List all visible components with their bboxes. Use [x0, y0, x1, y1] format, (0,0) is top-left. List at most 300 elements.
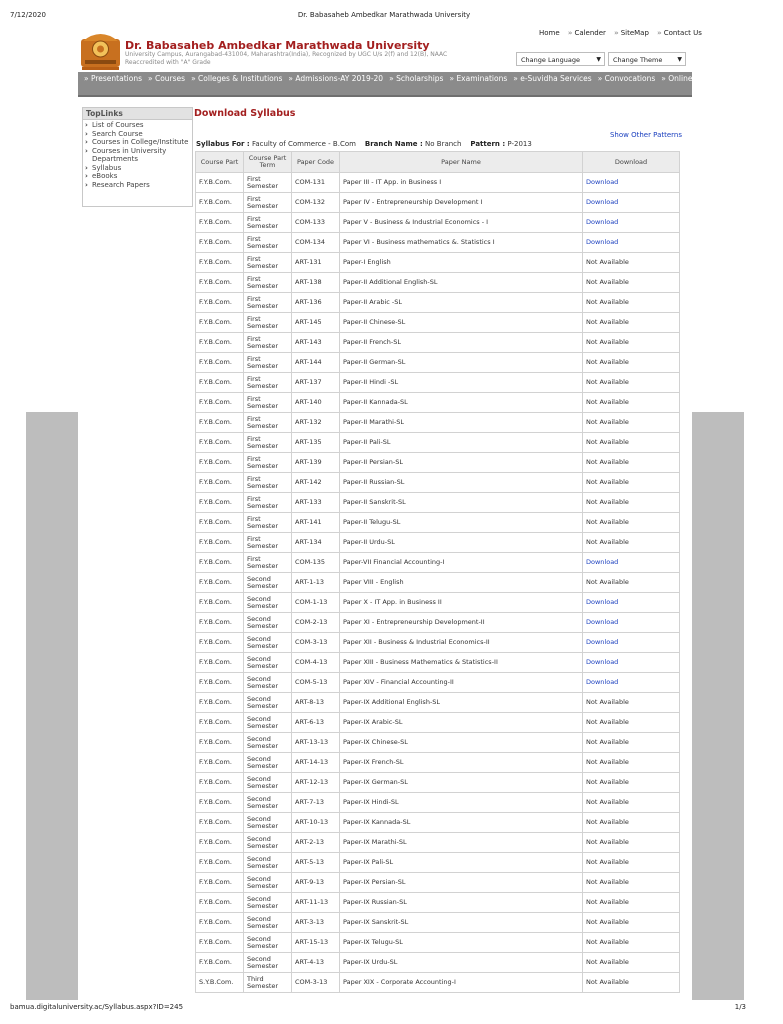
course-part-cell: S.Y.B.Com.	[196, 973, 244, 993]
download-cell: Not Available	[583, 333, 680, 353]
nav-online-application[interactable]: » Online Application	[661, 74, 737, 83]
paper-code-cell: ART-131	[292, 253, 340, 273]
paper-code-cell: ART-144	[292, 353, 340, 373]
table-row	[196, 673, 680, 693]
show-other-patterns-link[interactable]: Show Other Patterns	[609, 131, 682, 139]
course-part-cell: F.Y.B.Com.	[196, 633, 244, 653]
table-row	[196, 313, 680, 333]
paper-code-cell: ART-3-13	[292, 913, 340, 933]
branch-value: No Branch	[425, 140, 462, 148]
table-row	[196, 793, 680, 813]
col-paper-name: Paper Name	[340, 152, 583, 173]
download-cell[interactable]: Download	[583, 613, 680, 633]
course-part-cell: F.Y.B.Com.	[196, 653, 244, 673]
course-term-cell: Second Semester	[244, 753, 292, 773]
paper-code-cell: ART-141	[292, 513, 340, 533]
course-part-cell: F.Y.B.Com.	[196, 933, 244, 953]
paper-code-cell: ART-4-13	[292, 953, 340, 973]
course-term-cell: First Semester	[244, 473, 292, 493]
download-cell[interactable]: Download	[583, 233, 680, 253]
paper-code-cell: COM-133	[292, 213, 340, 233]
download-cell: Not Available	[583, 393, 680, 413]
address-line-1: University Campus, Aurangabad-431004, Maharashtra(India), Recognized by UGC U/s 2(f) and 12(B), NAAC	[125, 51, 448, 58]
paper-name-cell: Paper-II Pali-SL	[340, 433, 583, 453]
download-cell[interactable]: Download	[583, 673, 680, 693]
course-part-cell: F.Y.B.Com.	[196, 173, 244, 193]
paper-name-cell: Paper-IX Pali-SL	[340, 853, 583, 873]
course-term-cell: First Semester	[244, 413, 292, 433]
calender-link[interactable]: » Calender	[567, 29, 606, 37]
paper-code-cell: ART-14-13	[292, 753, 340, 773]
table-row	[196, 253, 680, 273]
paper-code-cell: ART-1-13	[292, 573, 340, 593]
course-term-cell: First Semester	[244, 213, 292, 233]
table-row	[196, 613, 680, 633]
paper-name-cell: Paper-IX Sanskrit-SL	[340, 913, 583, 933]
sitemap-link[interactable]: » SiteMap	[614, 29, 649, 37]
paper-name-cell: Paper-II German-SL	[340, 353, 583, 373]
left-gray-margin	[26, 412, 78, 1000]
table-row	[196, 513, 680, 533]
download-cell: Not Available	[583, 453, 680, 473]
table-row	[196, 173, 680, 193]
paper-code-cell: COM-3-13	[292, 633, 340, 653]
paper-code-cell: COM-1-13	[292, 593, 340, 613]
paper-name-cell: Paper-IX Persian-SL	[340, 873, 583, 893]
table-row	[196, 573, 680, 593]
download-cell[interactable]: Download	[583, 213, 680, 233]
table-row	[196, 753, 680, 773]
paper-name-cell: Paper-IX Arabic-SL	[340, 713, 583, 733]
search-course-link[interactable]: › Search Course	[83, 130, 192, 139]
table-header-row	[196, 152, 680, 173]
main-nav	[78, 72, 777, 97]
table-row	[196, 593, 680, 613]
course-term-cell: Second Semester	[244, 653, 292, 673]
paper-name-cell: Paper-VII Financial Accounting-I	[340, 553, 583, 573]
syllabus-info	[196, 140, 532, 148]
nav-presentations[interactable]: » Presentations	[84, 74, 142, 83]
course-part-cell: F.Y.B.Com.	[196, 193, 244, 213]
course-term-cell: Second Semester	[244, 913, 292, 933]
calender-link-label: Calender	[574, 29, 606, 37]
course-term-cell: Second Semester	[244, 773, 292, 793]
nav-examinations[interactable]: » Examinations	[449, 74, 508, 83]
download-cell[interactable]: Download	[583, 633, 680, 653]
paper-name-cell: Paper-II Telugu-SL	[340, 513, 583, 533]
table-row	[196, 533, 680, 553]
paper-name-cell: Paper-II Sanskrit-SL	[340, 493, 583, 513]
paper-name-cell: Paper-II Hindi -SL	[340, 373, 583, 393]
address-line-2: Reaccredited with "A" Grade	[125, 58, 211, 66]
paper-code-cell: ART-140	[292, 393, 340, 413]
paper-name-cell: Paper-II Marathi-SL	[340, 413, 583, 433]
paper-name-cell: Paper-II Arabic -SL	[340, 293, 583, 313]
download-cell: Not Available	[583, 513, 680, 533]
home-link[interactable]: Home	[539, 29, 560, 37]
paper-name-cell: Paper-IX Additional English-SL	[340, 693, 583, 713]
course-part-cell: F.Y.B.Com.	[196, 953, 244, 973]
table-row	[196, 633, 680, 653]
nav-courses[interactable]: » Courses	[147, 74, 186, 83]
syllabus-for-value: Faculty of Commerce - B.Com	[251, 140, 356, 148]
print-date: 7/12/2020	[10, 11, 46, 19]
course-term-cell: Second Semester	[244, 673, 292, 693]
course-term-cell: Second Semester	[244, 813, 292, 833]
course-term-cell: First Semester	[244, 193, 292, 213]
download-cell: Not Available	[583, 973, 680, 993]
table-row	[196, 733, 680, 753]
paper-name-cell: Paper XII - Business & Industrial Economics-II	[340, 633, 583, 653]
nav-admissions[interactable]: » Admissions-AY 2019-20	[288, 74, 384, 83]
course-term-cell: Second Semester	[244, 893, 292, 913]
course-part-cell: F.Y.B.Com.	[196, 393, 244, 413]
download-cell: Not Available	[583, 533, 680, 553]
paper-code-cell: ART-13-13	[292, 733, 340, 753]
course-term-cell: Second Semester	[244, 793, 292, 813]
syllabus-for-label: Syllabus For :	[196, 140, 250, 148]
paper-name-cell: Paper-II Urdu-SL	[340, 533, 583, 553]
paper-code-cell: ART-6-13	[292, 713, 340, 733]
course-part-cell: F.Y.B.Com.	[196, 413, 244, 433]
course-part-cell: F.Y.B.Com.	[196, 513, 244, 533]
paper-name-cell: Paper-IX French-SL	[340, 753, 583, 773]
course-part-cell: F.Y.B.Com.	[196, 273, 244, 293]
download-cell: Not Available	[583, 813, 680, 833]
courses-in-university-link[interactable]: › Courses in University Departments	[83, 147, 192, 164]
paper-name-cell: Paper V - Business & Industrial Economics - I	[340, 213, 583, 233]
paper-name-cell: Paper-IX Hindi-SL	[340, 793, 583, 813]
col-download: Download	[583, 152, 680, 173]
download-cell: Not Available	[583, 573, 680, 593]
course-term-cell: First Semester	[244, 493, 292, 513]
change-language-label: Change Language	[521, 56, 581, 64]
university-address	[125, 51, 465, 66]
change-language-select[interactable]	[516, 52, 605, 66]
course-part-cell: F.Y.B.Com.	[196, 473, 244, 493]
download-cell[interactable]: Download	[583, 193, 680, 213]
paper-code-cell: ART-142	[292, 473, 340, 493]
table-row	[196, 493, 680, 513]
course-term-cell: First Semester	[244, 553, 292, 573]
print-title: Dr. Babasaheb Ambedkar Marathwada University	[297, 11, 471, 19]
paper-code-cell: ART-137	[292, 373, 340, 393]
course-term-cell: First Semester	[244, 293, 292, 313]
download-cell: Not Available	[583, 373, 680, 393]
print-url: bamua.digitaluniversity.ac/Syllabus.aspx?ID=245	[10, 1003, 184, 1011]
download-cell: Not Available	[583, 693, 680, 713]
download-cell: Not Available	[583, 933, 680, 953]
course-term-cell: First Semester	[244, 333, 292, 353]
course-term-cell: Second Semester	[244, 953, 292, 973]
course-part-cell: F.Y.B.Com.	[196, 353, 244, 373]
change-theme-select[interactable]	[608, 52, 686, 66]
paper-name-cell: Paper X - IT App. in Business II	[340, 593, 583, 613]
course-part-cell: F.Y.B.Com.	[196, 433, 244, 453]
course-part-cell: F.Y.B.Com.	[196, 853, 244, 873]
course-part-cell: F.Y.B.Com.	[196, 373, 244, 393]
ebooks-link[interactable]: › eBooks	[83, 172, 192, 181]
course-term-cell: Second Semester	[244, 573, 292, 593]
course-term-cell: Second Semester	[244, 933, 292, 953]
course-part-cell: F.Y.B.Com.	[196, 873, 244, 893]
paper-code-cell: ART-15-13	[292, 933, 340, 953]
paper-code-cell: ART-143	[292, 333, 340, 353]
course-part-cell: F.Y.B.Com.	[196, 573, 244, 593]
paper-code-cell: ART-139	[292, 453, 340, 473]
course-term-cell: Second Semester	[244, 853, 292, 873]
table-row	[196, 193, 680, 213]
download-cell[interactable]: Download	[583, 173, 680, 193]
course-term-cell: Second Semester	[244, 733, 292, 753]
paper-code-cell: COM-134	[292, 233, 340, 253]
paper-code-cell: COM-132	[292, 193, 340, 213]
paper-name-cell: Paper III - IT App. in Business I	[340, 173, 583, 193]
table-row	[196, 973, 680, 993]
course-part-cell: F.Y.B.Com.	[196, 913, 244, 933]
course-term-cell: Second Semester	[244, 633, 292, 653]
table-row	[196, 833, 680, 853]
course-part-cell: F.Y.B.Com.	[196, 593, 244, 613]
nav-convocations[interactable]: » Convocations	[597, 74, 656, 83]
paper-code-cell: ART-135	[292, 433, 340, 453]
dropdown-arrow-icon: ▼	[596, 56, 601, 63]
contact-us-link[interactable]: » Contact Us	[657, 29, 702, 37]
download-cell: Not Available	[583, 773, 680, 793]
course-part-cell: F.Y.B.Com.	[196, 253, 244, 273]
course-part-cell: F.Y.B.Com.	[196, 293, 244, 313]
course-term-cell: Third Semester	[244, 973, 292, 993]
paper-name-cell: Paper-I English	[340, 253, 583, 273]
download-cell: Not Available	[583, 833, 680, 853]
table-row	[196, 813, 680, 833]
col-course-part-term: Course Part Term	[244, 152, 292, 173]
table-row	[196, 273, 680, 293]
paper-code-cell: COM-135	[292, 553, 340, 573]
nav-scholarships[interactable]: » Scholarships	[389, 74, 444, 83]
download-cell: Not Available	[583, 433, 680, 453]
nav-e-suvidha[interactable]: » e-Suvidha Services	[513, 74, 592, 83]
paper-name-cell: Paper-II Persian-SL	[340, 453, 583, 473]
table-row	[196, 933, 680, 953]
table-row	[196, 953, 680, 973]
table-row	[196, 453, 680, 473]
paper-name-cell: Paper-IX Urdu-SL	[340, 953, 583, 973]
table-row	[196, 893, 680, 913]
download-cell[interactable]: Download	[583, 593, 680, 613]
table-row	[196, 293, 680, 313]
paper-name-cell: Paper-II Kannada-SL	[340, 393, 583, 413]
paper-code-cell: ART-11-13	[292, 893, 340, 913]
paper-name-cell: Paper-II Russian-SL	[340, 473, 583, 493]
paper-code-cell: ART-10-13	[292, 813, 340, 833]
download-cell: Not Available	[583, 413, 680, 433]
university-name: Dr. Babasaheb Ambedkar Marathwada University	[125, 39, 430, 52]
course-term-cell: Second Semester	[244, 693, 292, 713]
sitemap-link-label: SiteMap	[620, 29, 649, 37]
paper-name-cell: Paper-IX Kannada-SL	[340, 813, 583, 833]
table-row	[196, 873, 680, 893]
nav-colleges[interactable]: » Colleges & Institutions	[191, 74, 283, 83]
download-cell: Not Available	[583, 753, 680, 773]
course-part-cell: F.Y.B.Com.	[196, 793, 244, 813]
course-term-cell: First Semester	[244, 393, 292, 413]
course-part-cell: F.Y.B.Com.	[196, 533, 244, 553]
course-part-cell: F.Y.B.Com.	[196, 553, 244, 573]
paper-code-cell: ART-132	[292, 413, 340, 433]
table-row	[196, 773, 680, 793]
course-term-cell: First Semester	[244, 253, 292, 273]
table-row	[196, 213, 680, 233]
download-cell: Not Available	[583, 493, 680, 513]
paper-name-cell: Paper-IX Telugu-SL	[340, 933, 583, 953]
download-cell: Not Available	[583, 873, 680, 893]
syllabus-table	[195, 151, 680, 993]
table-row	[196, 433, 680, 453]
col-paper-code: Paper Code	[292, 152, 340, 173]
table-row	[196, 913, 680, 933]
course-term-cell: First Semester	[244, 373, 292, 393]
branch-label: Branch Name :	[364, 140, 423, 148]
top-links	[533, 29, 702, 37]
course-term-cell: First Semester	[244, 533, 292, 553]
course-term-cell: Second Semester	[244, 833, 292, 853]
course-part-cell: F.Y.B.Com.	[196, 773, 244, 793]
paper-code-cell: COM-4-13	[292, 653, 340, 673]
table-row	[196, 353, 680, 373]
paper-code-cell: ART-5-13	[292, 853, 340, 873]
nav-results[interactable]: » Results	[742, 74, 777, 83]
course-part-cell: F.Y.B.Com.	[196, 233, 244, 253]
paper-code-cell: ART-136	[292, 293, 340, 313]
download-cell: Not Available	[583, 893, 680, 913]
download-cell: Not Available	[583, 913, 680, 933]
course-term-cell: First Semester	[244, 353, 292, 373]
course-term-cell: First Semester	[244, 173, 292, 193]
table-row	[196, 333, 680, 353]
paper-code-cell: ART-145	[292, 313, 340, 333]
paper-code-cell: ART-2-13	[292, 833, 340, 853]
paper-name-cell: Paper-II Additional English-SL	[340, 273, 583, 293]
download-cell: Not Available	[583, 293, 680, 313]
course-part-cell: F.Y.B.Com.	[196, 453, 244, 473]
paper-name-cell: Paper XIX - Corporate Accounting-I	[340, 973, 583, 993]
paper-name-cell: Paper-IX German-SL	[340, 773, 583, 793]
table-row	[196, 653, 680, 673]
download-cell[interactable]: Download	[583, 653, 680, 673]
col-course-part: Course Part	[196, 152, 244, 173]
paper-code-cell: ART-138	[292, 273, 340, 293]
paper-name-cell: Paper VI - Business mathematics &. Statistics I	[340, 233, 583, 253]
print-page-number: 1/3	[734, 1003, 746, 1011]
paper-name-cell: Paper-II Chinese-SL	[340, 313, 583, 333]
course-term-cell: First Semester	[244, 433, 292, 453]
right-gray-margin	[692, 412, 744, 1000]
paper-code-cell: ART-8-13	[292, 693, 340, 713]
download-cell: Not Available	[583, 473, 680, 493]
syllabus-link[interactable]: › Syllabus	[83, 164, 192, 173]
paper-name-cell: Paper XI - Entrepreneurship Development-II	[340, 613, 583, 633]
course-part-cell: F.Y.B.Com.	[196, 333, 244, 353]
table-row	[196, 393, 680, 413]
course-part-cell: F.Y.B.Com.	[196, 313, 244, 333]
table-row	[196, 713, 680, 733]
contact-us-link-label: Contact Us	[663, 29, 702, 37]
course-term-cell: Second Semester	[244, 613, 292, 633]
paper-name-cell: Paper-IX Chinese-SL	[340, 733, 583, 753]
paper-code-cell: ART-7-13	[292, 793, 340, 813]
paper-code-cell: COM-3-13	[292, 973, 340, 993]
course-term-cell: First Semester	[244, 453, 292, 473]
table-row	[196, 373, 680, 393]
paper-name-cell: Paper XIII - Business Mathematics & Statistics-II	[340, 653, 583, 673]
page-title: Download Syllabus	[194, 108, 296, 119]
paper-code-cell: ART-9-13	[292, 873, 340, 893]
change-theme-label: Change Theme	[613, 56, 663, 64]
table-row	[196, 853, 680, 873]
toplinks-title: TopLinks	[83, 108, 192, 120]
paper-name-cell: Paper XIV - Financial Accounting-II	[340, 673, 583, 693]
paper-code-cell: ART-134	[292, 533, 340, 553]
download-cell: Not Available	[583, 733, 680, 753]
course-part-cell: F.Y.B.Com.	[196, 613, 244, 633]
download-cell: Not Available	[583, 713, 680, 733]
paper-name-cell: Paper IV - Entrepreneurship Development I	[340, 193, 583, 213]
table-row	[196, 553, 680, 573]
download-cell: Not Available	[583, 953, 680, 973]
paper-code-cell: COM-5-13	[292, 673, 340, 693]
paper-code-cell: COM-2-13	[292, 613, 340, 633]
course-part-cell: F.Y.B.Com.	[196, 893, 244, 913]
table-row	[196, 233, 680, 253]
university-logo-icon	[79, 29, 122, 71]
dropdown-arrow-icon: ▼	[677, 56, 682, 63]
course-term-cell: Second Semester	[244, 713, 292, 733]
paper-code-cell: ART-12-13	[292, 773, 340, 793]
download-cell: Not Available	[583, 253, 680, 273]
course-term-cell: First Semester	[244, 273, 292, 293]
list-of-courses-link[interactable]: › List of Courses	[83, 121, 192, 130]
download-cell: Not Available	[583, 313, 680, 333]
course-part-cell: F.Y.B.Com.	[196, 493, 244, 513]
download-cell: Not Available	[583, 273, 680, 293]
course-term-cell: First Semester	[244, 313, 292, 333]
download-cell: Not Available	[583, 793, 680, 813]
research-papers-link[interactable]: › Research Papers	[83, 181, 192, 190]
paper-code-cell: COM-131	[292, 173, 340, 193]
table-row	[196, 473, 680, 493]
download-cell[interactable]: Download	[583, 553, 680, 573]
table-row	[196, 413, 680, 433]
course-part-cell: F.Y.B.Com.	[196, 673, 244, 693]
download-cell: Not Available	[583, 853, 680, 873]
course-part-cell: F.Y.B.Com.	[196, 213, 244, 233]
courses-in-college-link[interactable]: › Courses in College/Institute	[83, 138, 192, 147]
pattern-value: P-2013	[507, 140, 532, 148]
paper-name-cell: Paper VIII - English	[340, 573, 583, 593]
course-term-cell: First Semester	[244, 233, 292, 253]
pattern-label: Pattern :	[470, 140, 506, 148]
paper-name-cell: Paper-II French-SL	[340, 333, 583, 353]
table-row	[196, 693, 680, 713]
course-part-cell: F.Y.B.Com.	[196, 733, 244, 753]
course-term-cell: Second Semester	[244, 593, 292, 613]
course-part-cell: F.Y.B.Com.	[196, 753, 244, 773]
course-part-cell: F.Y.B.Com.	[196, 693, 244, 713]
course-part-cell: F.Y.B.Com.	[196, 813, 244, 833]
paper-code-cell: ART-133	[292, 493, 340, 513]
toplinks-box	[82, 107, 193, 207]
